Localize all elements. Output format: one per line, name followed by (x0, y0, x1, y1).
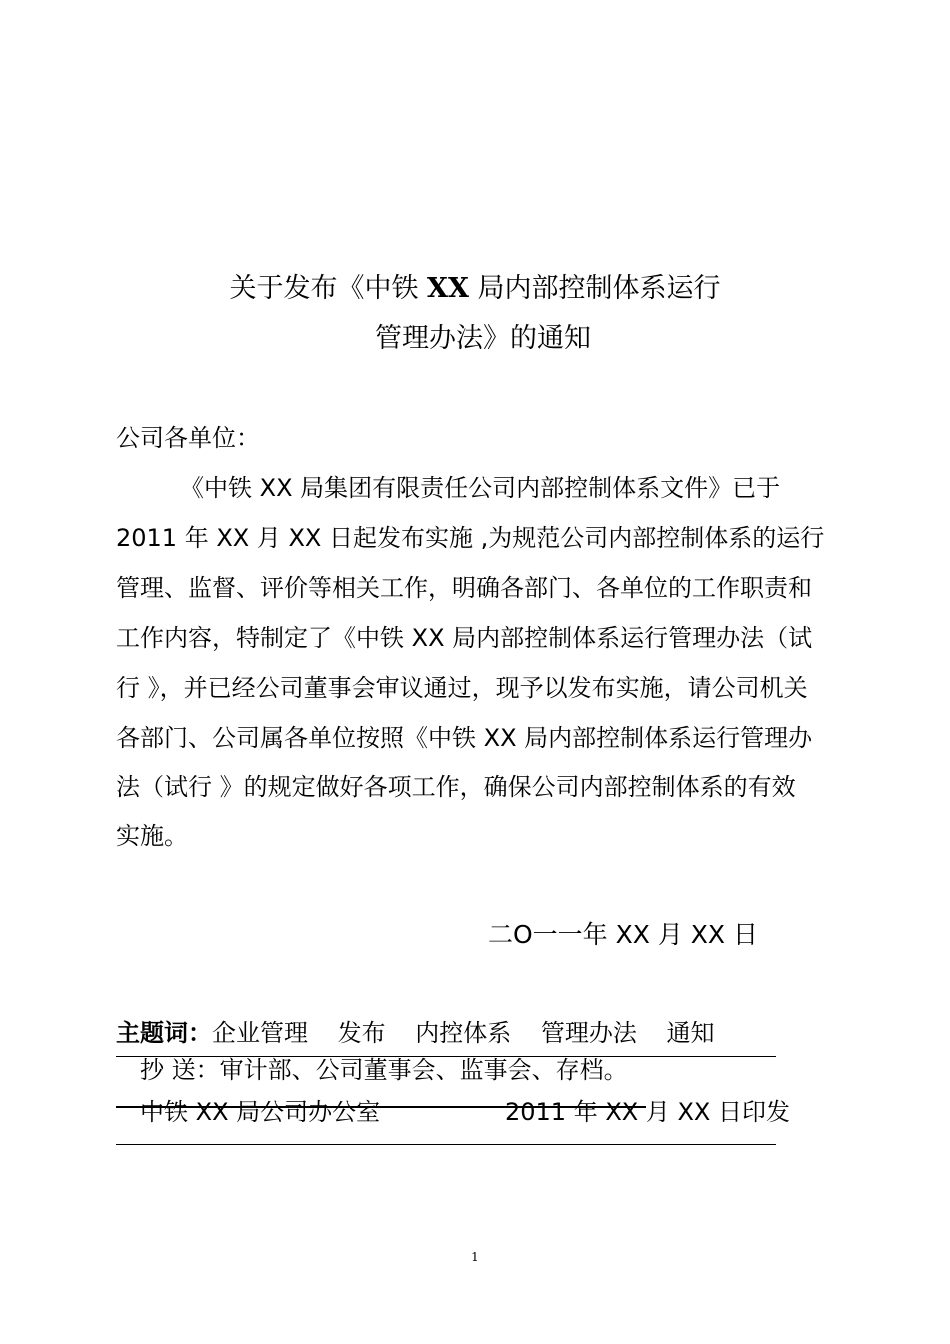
keywords-values: 企业管理 发布 内控体系 管理办法 通知 (212, 1019, 715, 1047)
body-line-2: 2011 年 XX 月 XX 日起发布实施 ,为规范公司内部控制体系的运行 (116, 524, 825, 552)
body-line-3: 管理、监督、评价等相关工作，明确各部门、各单位的工作职责和 (116, 574, 812, 602)
salutation: 公司各单位： (116, 424, 260, 452)
body-line-8: 实施。 (116, 822, 188, 850)
body-line-5: 行 》，并已经公司董事会审议通过，现予以发布实施，请公司机关 (116, 674, 808, 702)
body-line-1: 《中铁 XX 局集团有限责任公司内部控制体系文件》已于 (180, 474, 781, 502)
divider-bottom (116, 1144, 776, 1145)
issue-date: 2011 年 XX 月 XX 日印发 (505, 1098, 790, 1126)
title-bold-xx: XX (427, 273, 469, 304)
issuing-office: 中铁 XX 局公司办公室 (140, 1098, 381, 1126)
document-title-line-2: 管理办法》的通知 (375, 323, 591, 354)
body-line-7: 法（试行 》的规定做好各项工作，确保公司内部控制体系的有效 (116, 773, 796, 801)
page-number: 1 (471, 1250, 479, 1264)
title-post: 局内部控制体系运行 (468, 273, 721, 304)
body-line-4: 工作内容，特制定了《中铁 XX 局内部控制体系运行管理办法（试 (116, 624, 813, 652)
strike-line (116, 1106, 646, 1108)
cc-recipients: 抄 送：审计部、公司董事会、监事会、存档。 (140, 1056, 628, 1084)
keywords-label: 主题词： (116, 1019, 212, 1047)
document-title-line-1 (0, 272, 950, 306)
body-line-6: 各部门、公司属各单位按照《中铁 XX 局内部控制体系运行管理办 (116, 724, 813, 752)
document-date: 二O一一年 XX 月 XX 日 (488, 920, 758, 949)
subject-keywords (116, 1017, 715, 1049)
title-pre: 关于发布《中铁 (229, 273, 428, 304)
